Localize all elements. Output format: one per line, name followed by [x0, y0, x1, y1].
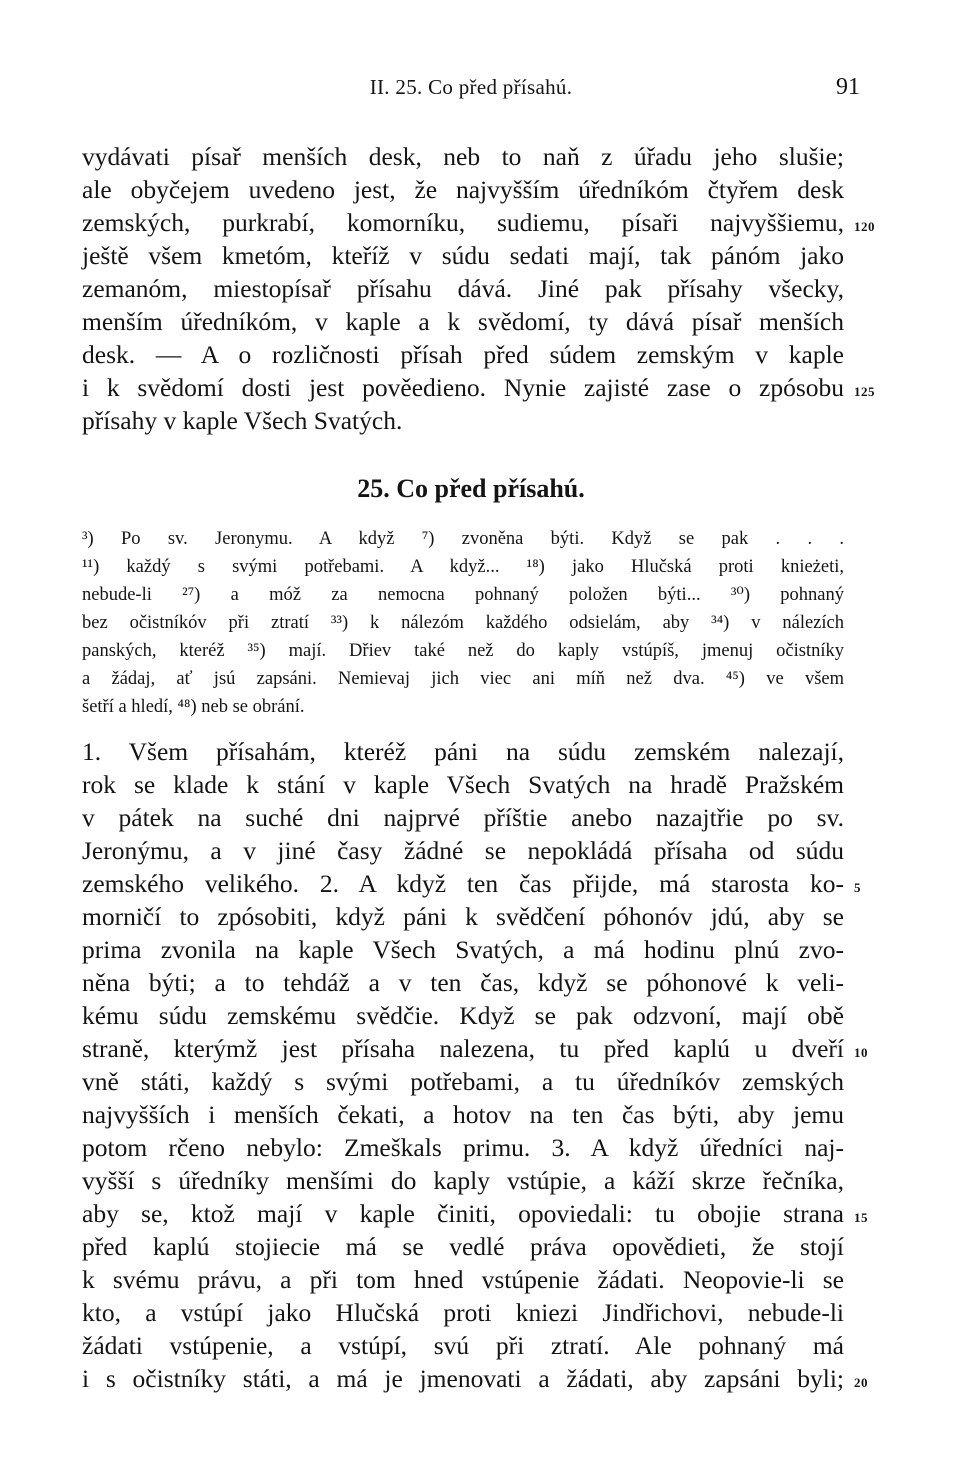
- text-line: morničí to zpósobiti, když páni k svědčení póhonóv jdú, aby se: [82, 902, 844, 931]
- line-number: 125: [854, 384, 875, 399]
- text-line: kto, a vstúpí jako Hlučská proti kniezi Jindřichovi, nebude-li: [82, 1298, 844, 1327]
- text-line: zemanóm, miestopísař přísahu dává. Jiné pak přísahy všecky,: [82, 274, 844, 303]
- line-number: 120: [854, 219, 875, 234]
- line-number: 10: [854, 1045, 868, 1060]
- line-number: 20: [854, 1375, 868, 1390]
- text-line: ale obyčejem uvedeno jest, že najvyšším úředníkóm čtyřem desk: [82, 175, 844, 204]
- text-line: vně státi, každý s svými potřebami, a tu úředníkóv zemských: [82, 1067, 844, 1096]
- text-line: v pátek na suché dni najprvé příštie anebo nazajtřie po sv.: [82, 803, 844, 832]
- running-title: II. 25. Co před přísahú.: [369, 75, 573, 99]
- text-line: najvyšších i menších čekati, a hotov na ten čas býti, aby jemu: [82, 1100, 844, 1129]
- text-line: žádati vstúpenie, a vstúpí, svú při ztratí. Ale pohnaný má: [82, 1331, 844, 1360]
- text-line: vyšší s úředníky menšími do kaply vstúpie, a káží skrze řečníka,: [82, 1166, 844, 1195]
- text-line: k svému právu, a při tom hned vstúpenie žádati. Neopovie-li se: [82, 1265, 844, 1294]
- text-line: něna býti; a to tehdáž a v ten čas, když se póhonové k veli-: [82, 968, 844, 997]
- text-line: zemského velikého. 2. A když ten čas přijde, má starosta ko-: [82, 869, 844, 898]
- text-line: před kaplú stojiecie má se vedlé práva opovědieti, že stojí: [82, 1232, 844, 1261]
- section-heading: 25. Co před přísahú.: [357, 474, 585, 503]
- line-number: 15: [854, 1210, 868, 1225]
- text-line: straně, kterýmž jest přísaha nalezena, tu před kaplú u dveří: [82, 1034, 844, 1063]
- text-line: ještě všem kmetóm, kteříž v súdu sedati mají, tak pánóm jako: [82, 241, 844, 270]
- text-line: vydávati písař menších desk, neb to naň z úřadu jeho slušie;: [82, 142, 844, 171]
- text-line: kému súdu zemskému svědčie. Když se pak odzvoní, mají obě: [82, 1001, 844, 1030]
- text-line: rok se klade k stání v kaple Všech Svatých na hradě Pražském: [82, 770, 844, 799]
- text-line: přísahy v kaple Všech Svatých.: [82, 406, 403, 435]
- note-line: ³) Po sv. Jeronymu. A když ⁷) zvoněna býti. Když se pak . . .: [82, 529, 844, 549]
- text-line: potom rčeno nebylo: Zmeškals primu. 3. A když úředníci naj-: [82, 1133, 844, 1162]
- text-line: i s očistníky státi, a má je jmenovati a žádati, aby zapsáni byli;: [82, 1364, 844, 1393]
- note-line: a žádaj, ať jsú zapsáni. Nemievaj jich viec ani míň než dva. ⁴⁵) ve všem: [82, 669, 844, 689]
- text-line: i k svědomí dosti jest pověedieno. Nynie zajisté zase o zpósobu: [82, 373, 844, 402]
- text-line: desk. — A o rozličnosti přísah před súdem zemským v kaple: [82, 340, 844, 369]
- note-line: nebude-li ²⁷) a móž za nemocna pohnaný položen býti... ³⁰) pohnaný: [82, 585, 844, 605]
- text-line: menším úředníkóm, v kaple a k svědomí, ty dává písař menších: [82, 307, 844, 336]
- text-line: 1. Všem přísahám, kteréž páni na súdu zemském nalezají,: [82, 737, 844, 766]
- text-line: aby se, ktož mají v kaple činiti, opoviedali: tu obojie strana: [82, 1199, 844, 1228]
- note-line: šetří a hledí, ⁴⁸) neb se obrání.: [82, 697, 305, 717]
- text-line: Jeronýmu, a v jiné časy žádné se nepokládá přísaha od súdu: [82, 836, 844, 865]
- note-line: panských, kteréž ³⁵) mají. Dřiev také než do kaply vstúpíš, jmenuj očistníky: [82, 641, 844, 661]
- note-line: ¹¹) každý s svými potřebami. A když... ¹⁸) jako Hlučská proti knieżeti,: [82, 557, 844, 577]
- text-line: prima zvonila na kaple Všech Svatých, a má hodinu plnú zvo-: [82, 935, 844, 964]
- page-number: 91: [836, 74, 860, 100]
- note-line: bez očistníkóv při ztratí ³³) k nálezóm každého odsielám, aby ³⁴) v nálezích: [82, 613, 844, 633]
- text-line: zemských, purkrabí, komorníku, sudiemu, písaři najvyššiemu,: [82, 208, 844, 237]
- running-head: [82, 70, 860, 104]
- line-number: 5: [854, 880, 861, 895]
